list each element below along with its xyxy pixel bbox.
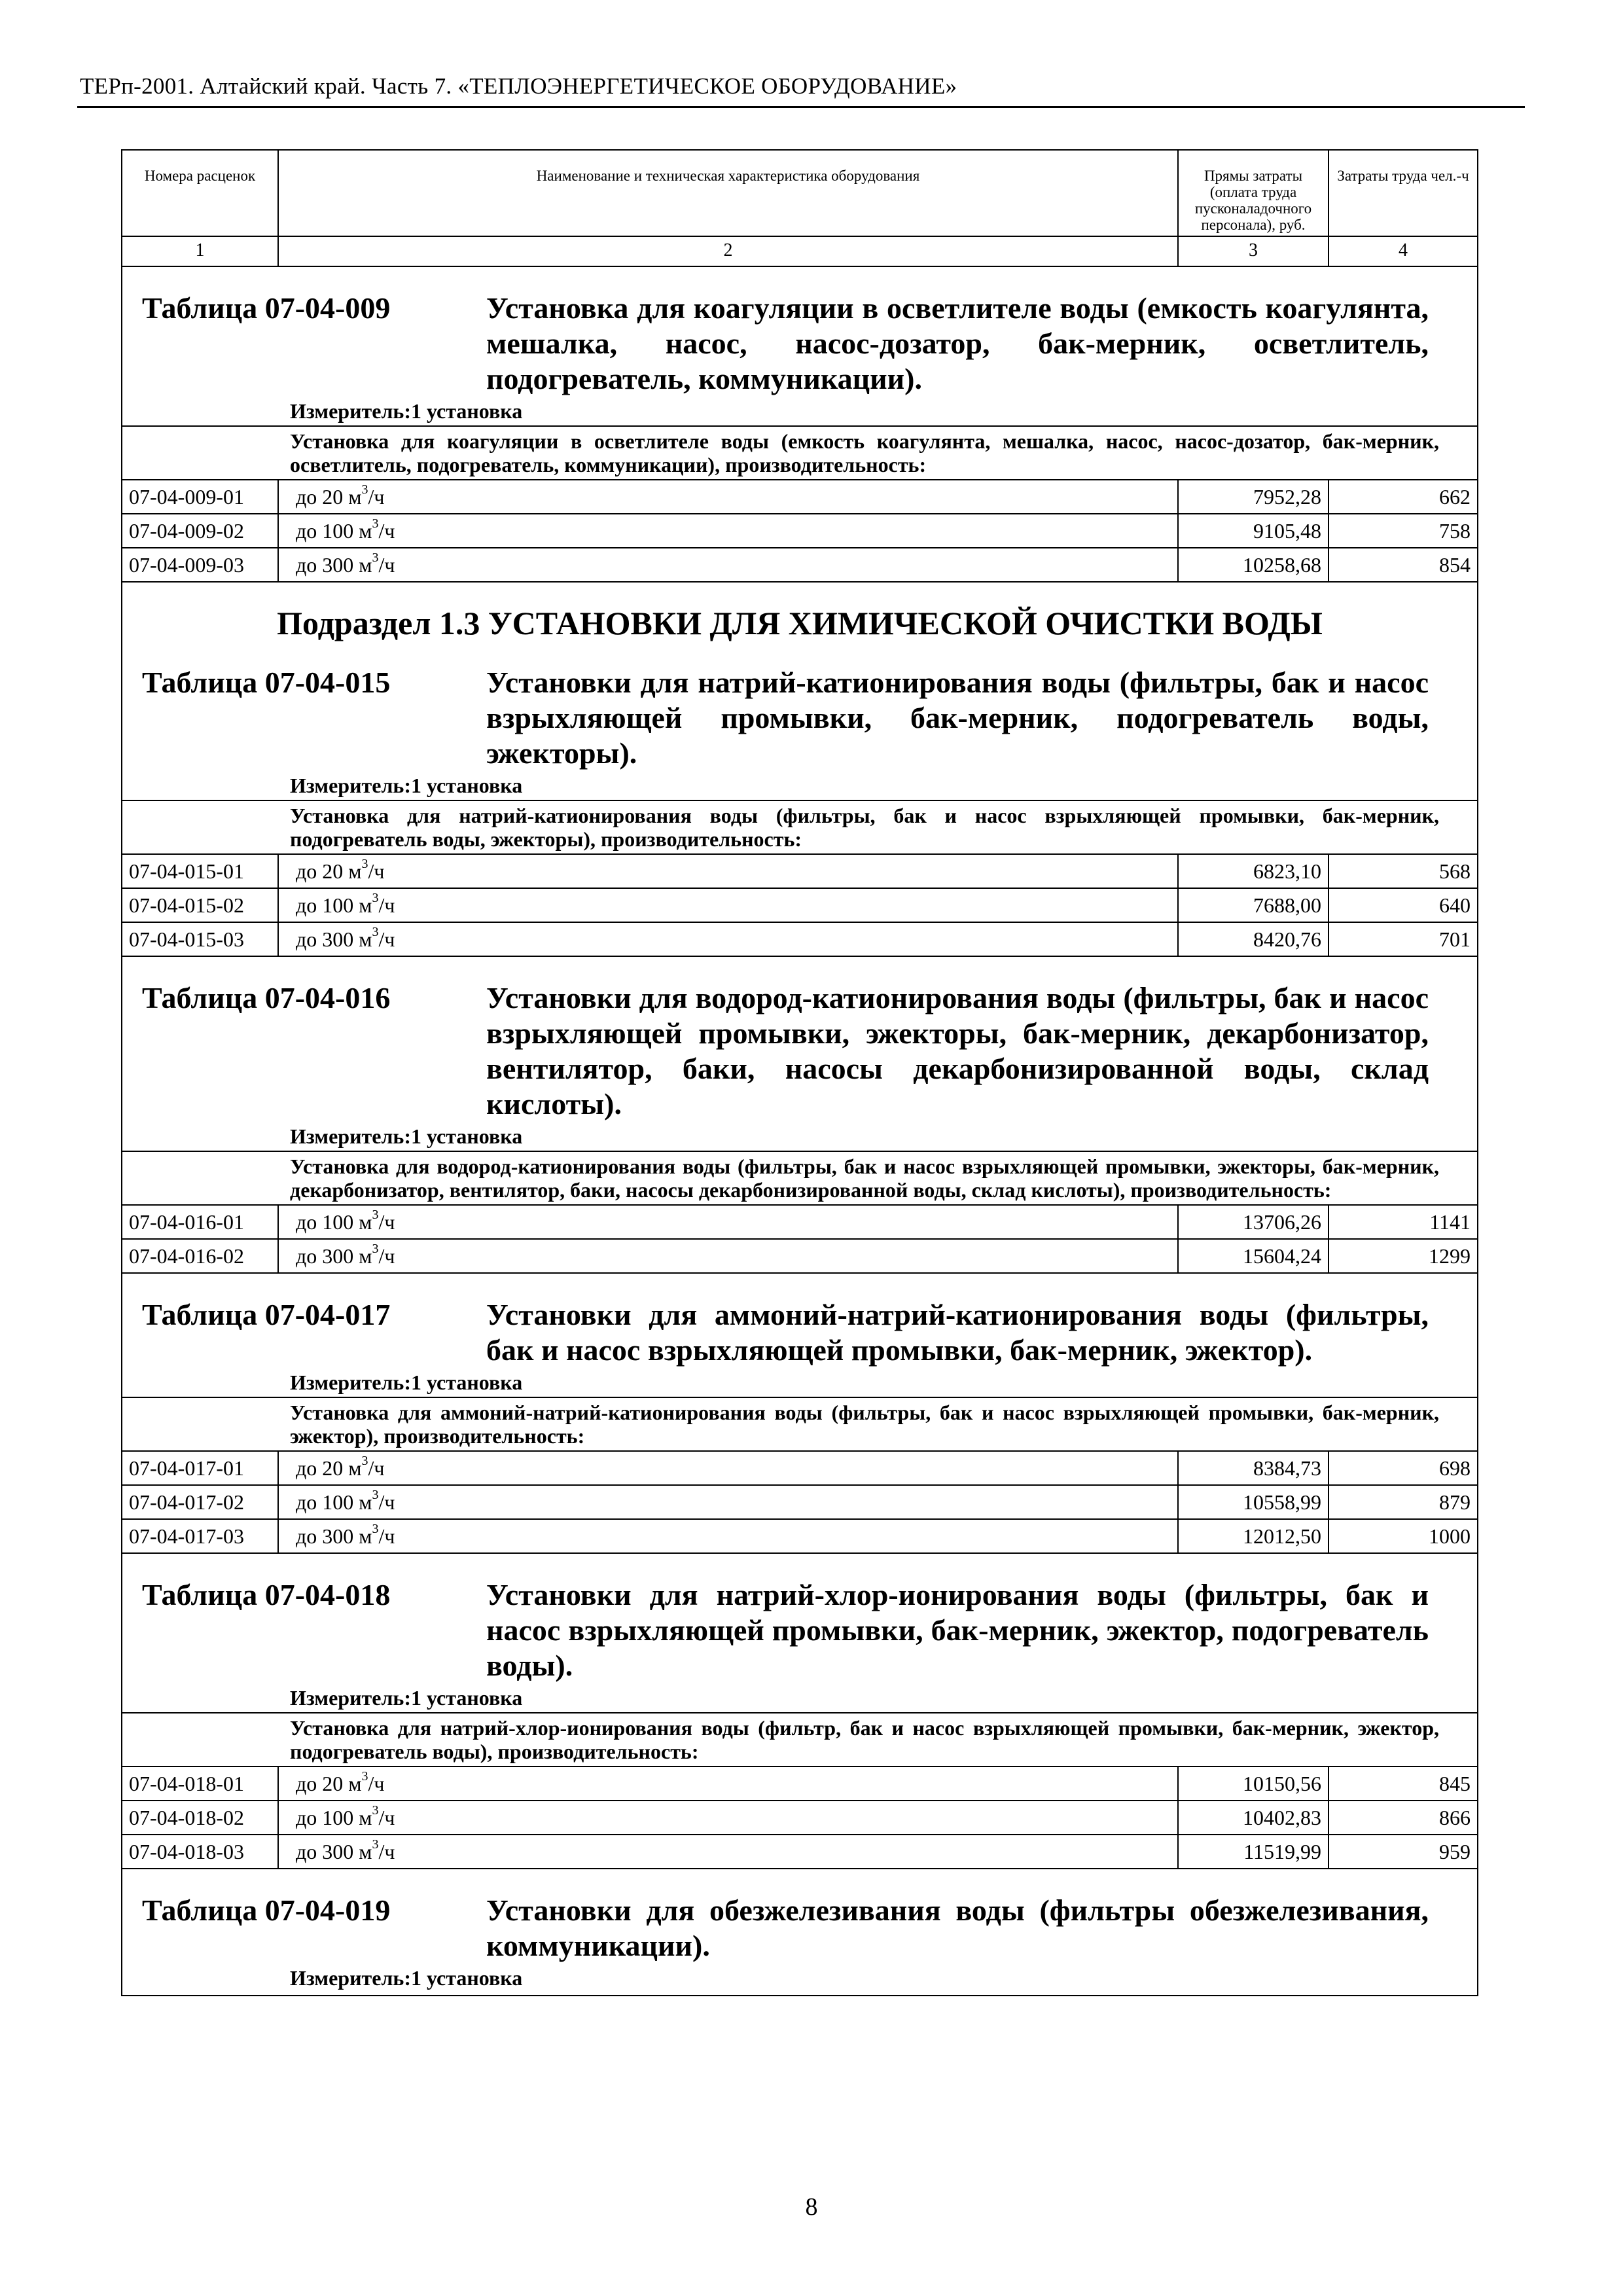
row-labor: 959	[1439, 1840, 1471, 1863]
row-code: 07-04-018-03	[122, 1835, 279, 1868]
table-number: Таблица 07-04-015	[142, 666, 391, 699]
table-heading	[122, 1577, 1477, 1683]
row-labor: 701	[1439, 927, 1471, 951]
group-description: Установка для натрий-хлор-ионирования воды (фильтр, бак и насос взрыхляющей промывки, бак-мерник, эжектор, подогреватель воды), производительность:	[122, 1712, 1477, 1767]
table-row	[122, 1486, 1477, 1520]
table-row	[122, 514, 1477, 548]
row-labor: 845	[1439, 1772, 1471, 1795]
table-row	[122, 548, 1477, 583]
table-heading	[122, 1893, 1477, 1964]
table-row	[122, 1835, 1477, 1869]
row-labor: 1141	[1429, 1210, 1471, 1234]
table-number: Таблица 07-04-019	[142, 1893, 391, 1927]
table-row	[122, 1452, 1477, 1486]
table-heading	[122, 665, 1477, 771]
table-title: Установки для обезжелезивания воды (фильтры обезжелезивания, коммуникации).	[486, 1893, 1429, 1962]
table-block	[122, 267, 1477, 583]
group-description: Установка для водород-катионирования воды (фильтры, бак и насос взрыхляющей промывки, эжекторы, бак-мерник, декарбонизатор, вентилятор, баки, насосы декарбонизированной воды, склад кислоты), производительность:	[122, 1151, 1477, 1206]
table-row	[122, 1767, 1477, 1801]
row-cost: 10558,99	[1179, 1486, 1329, 1518]
row-labor: 1299	[1429, 1244, 1471, 1268]
table-block	[122, 1274, 1477, 1554]
row-code: 07-04-017-02	[122, 1486, 279, 1518]
row-name: до 300 $м^3/ч$	[279, 1835, 1179, 1868]
row-labor: 866	[1439, 1806, 1471, 1829]
col-header-labor: Затраты труда чел.-ч	[1337, 168, 1469, 184]
row-labor: 854	[1439, 553, 1471, 577]
row-name: до 20 $м^3/ч$	[279, 1767, 1179, 1800]
table-row	[122, 855, 1477, 889]
table-row	[122, 1206, 1477, 1240]
row-cost: 7952,28	[1179, 480, 1329, 513]
table-title: Установка для коагуляции в осветлителе воды (емкость коагулянта, мешалка, насос, насос-дозатор, бак-мерник, осветлитель, подогреватель, коммуникации).	[486, 291, 1429, 395]
row-name: до 100 $м^3/ч$	[279, 514, 1179, 547]
measure-unit: Измеритель:1 установка	[290, 1124, 523, 1148]
running-header: ТЕРп-2001. Алтайский край. Часть 7. «ТЕПЛОЭНЕРГЕТИЧЕСКОЕ ОБОРУДОВАНИЕ»	[80, 73, 957, 99]
row-code: 07-04-009-03	[122, 548, 279, 581]
row-code: 07-04-015-03	[122, 923, 279, 956]
col-number: 4	[1399, 240, 1408, 260]
column-numbers	[122, 237, 1477, 267]
row-cost: 10258,68	[1179, 548, 1329, 581]
row-labor: 662	[1439, 485, 1471, 509]
row-name: до 100 $м^3/ч$	[279, 889, 1179, 922]
row-cost: 11519,99	[1179, 1835, 1329, 1868]
table-title: Установки для водород-катионирования воды (фильтры, бак и насос взрыхляющей промывки, эжекторы, бак-мерник, декарбонизатор, вентилятор, баки, насосы декарбонизированной воды, склад кислоты).	[486, 981, 1429, 1121]
row-cost: 13706,26	[1179, 1206, 1329, 1238]
row-name: до 20 $м^3/ч$	[279, 855, 1179, 888]
col-number: 1	[122, 237, 279, 266]
table-heading	[122, 291, 1477, 397]
row-cost: 15604,24	[1179, 1240, 1329, 1272]
row-name: до 100 $м^3/ч$	[279, 1486, 1179, 1518]
row-name: до 20 $м^3/ч$	[279, 480, 1179, 513]
row-name: до 100 $м^3/ч$	[279, 1801, 1179, 1834]
row-cost: 8420,76	[1179, 923, 1329, 956]
table-block	[122, 1869, 1477, 1995]
table-title: Установки для натрий-хлор-ионирования воды (фильтры, бак и насос взрыхляющей промывки, бак-мерник, эжектор, подогреватель воды).	[486, 1578, 1429, 1682]
group-description: Установка для натрий-катионирования воды (фильтры, бак и насос взрыхляющей промывки, бак-мерник, подогреватель воды, эжекторы), производительность:	[122, 800, 1477, 855]
table-title: Установки для натрий-катионирования воды (фильтры, бак и насос взрыхляющей промывки, бак-мерник, подогреватель воды, эжекторы).	[486, 666, 1429, 770]
table-row	[122, 889, 1477, 923]
header-rule	[77, 106, 1525, 108]
table-number: Таблица 07-04-009	[142, 291, 391, 325]
measure-unit: Измеритель:1 установка	[290, 399, 523, 423]
measure-unit: Измеритель:1 установка	[290, 1966, 523, 1990]
table-row	[122, 1520, 1477, 1554]
row-code: 07-04-016-01	[122, 1206, 279, 1238]
row-name: до 100 $м^3/ч$	[279, 1206, 1179, 1238]
row-name: до 300 $м^3/ч$	[279, 923, 1179, 956]
row-cost: 7688,00	[1179, 889, 1329, 922]
row-code: 07-04-015-02	[122, 889, 279, 922]
row-code: 07-04-016-02	[122, 1240, 279, 1272]
row-name: до 300 $м^3/ч$	[279, 1520, 1179, 1552]
page-number: 8	[805, 2193, 818, 2221]
row-code: 07-04-017-03	[122, 1520, 279, 1552]
table-block	[122, 1554, 1477, 1869]
table-row	[122, 1240, 1477, 1274]
col-header-codes: Номера расценок	[122, 151, 279, 236]
row-cost: 6823,10	[1179, 855, 1329, 888]
table-row	[122, 480, 1477, 514]
measure-unit: Измеритель:1 установка	[290, 774, 523, 797]
row-code: 07-04-018-01	[122, 1767, 279, 1800]
row-cost: 8384,73	[1179, 1452, 1329, 1484]
row-cost: 12012,50	[1179, 1520, 1329, 1552]
table-number: Таблица 07-04-016	[142, 981, 391, 1014]
row-code: 07-04-018-02	[122, 1801, 279, 1834]
row-code: 07-04-009-02	[122, 514, 279, 547]
row-cost: 10150,56	[1179, 1767, 1329, 1800]
table-row	[122, 1801, 1477, 1835]
table-row	[122, 923, 1477, 957]
table-title: Установки для аммоний-натрий-катионирования воды (фильтры, бак и насос взрыхляющей промывки, бак-мерник, эжектор).	[486, 1298, 1429, 1367]
row-cost: 9105,48	[1179, 514, 1329, 547]
row-cost: 10402,83	[1179, 1801, 1329, 1834]
subsection-title: Подраздел 1.3 УСТАНОВКИ ДЛЯ ХИМИЧЕСКОЙ ОЧИСТКИ ВОДЫ	[277, 605, 1323, 641]
group-description: Установка для аммоний-натрий-катионирования воды (фильтры, бак и насос взрыхляющей промывки, бак-мерник, эжектор), производительность:	[122, 1397, 1477, 1452]
table-heading	[122, 980, 1477, 1122]
table-number: Таблица 07-04-018	[142, 1578, 391, 1611]
price-table	[121, 149, 1478, 1996]
row-labor: 698	[1439, 1456, 1471, 1480]
col-header-direct-costs: Прямы затраты (оплата труда пусконаладочного персонала), руб.	[1179, 151, 1329, 236]
row-labor: 758	[1439, 519, 1471, 543]
row-labor: 1000	[1429, 1524, 1471, 1548]
column-headers	[122, 151, 1477, 237]
group-description: Установка для коагуляции в осветлителе воды (емкость коагулянта, мешалка, насос, насос-дозатор, бак-мерник, осветлитель, подогреватель, коммуникации), производительность:	[122, 425, 1477, 480]
row-name: до 20 $м^3/ч$	[279, 1452, 1179, 1484]
row-code: 07-04-009-01	[122, 480, 279, 513]
row-name: до 300 $м^3/ч$	[279, 1240, 1179, 1272]
table-number: Таблица 07-04-017	[142, 1298, 391, 1331]
row-labor: 879	[1439, 1490, 1471, 1514]
table-heading	[122, 1297, 1477, 1368]
col-header-name: Наименование и техническая характеристика оборудования	[279, 151, 1179, 236]
table-block	[122, 957, 1477, 1274]
row-labor: 568	[1439, 859, 1471, 883]
measure-unit: Измеритель:1 установка	[290, 1371, 523, 1394]
col-number: 2	[279, 237, 1179, 266]
row-code: 07-04-017-01	[122, 1452, 279, 1484]
row-code: 07-04-015-01	[122, 855, 279, 888]
col-number: 3	[1179, 237, 1329, 266]
row-labor: 640	[1439, 893, 1471, 917]
measure-unit: Измеритель:1 установка	[290, 1686, 523, 1710]
row-name: до 300 $м^3/ч$	[279, 548, 1179, 581]
table-block	[122, 643, 1477, 957]
